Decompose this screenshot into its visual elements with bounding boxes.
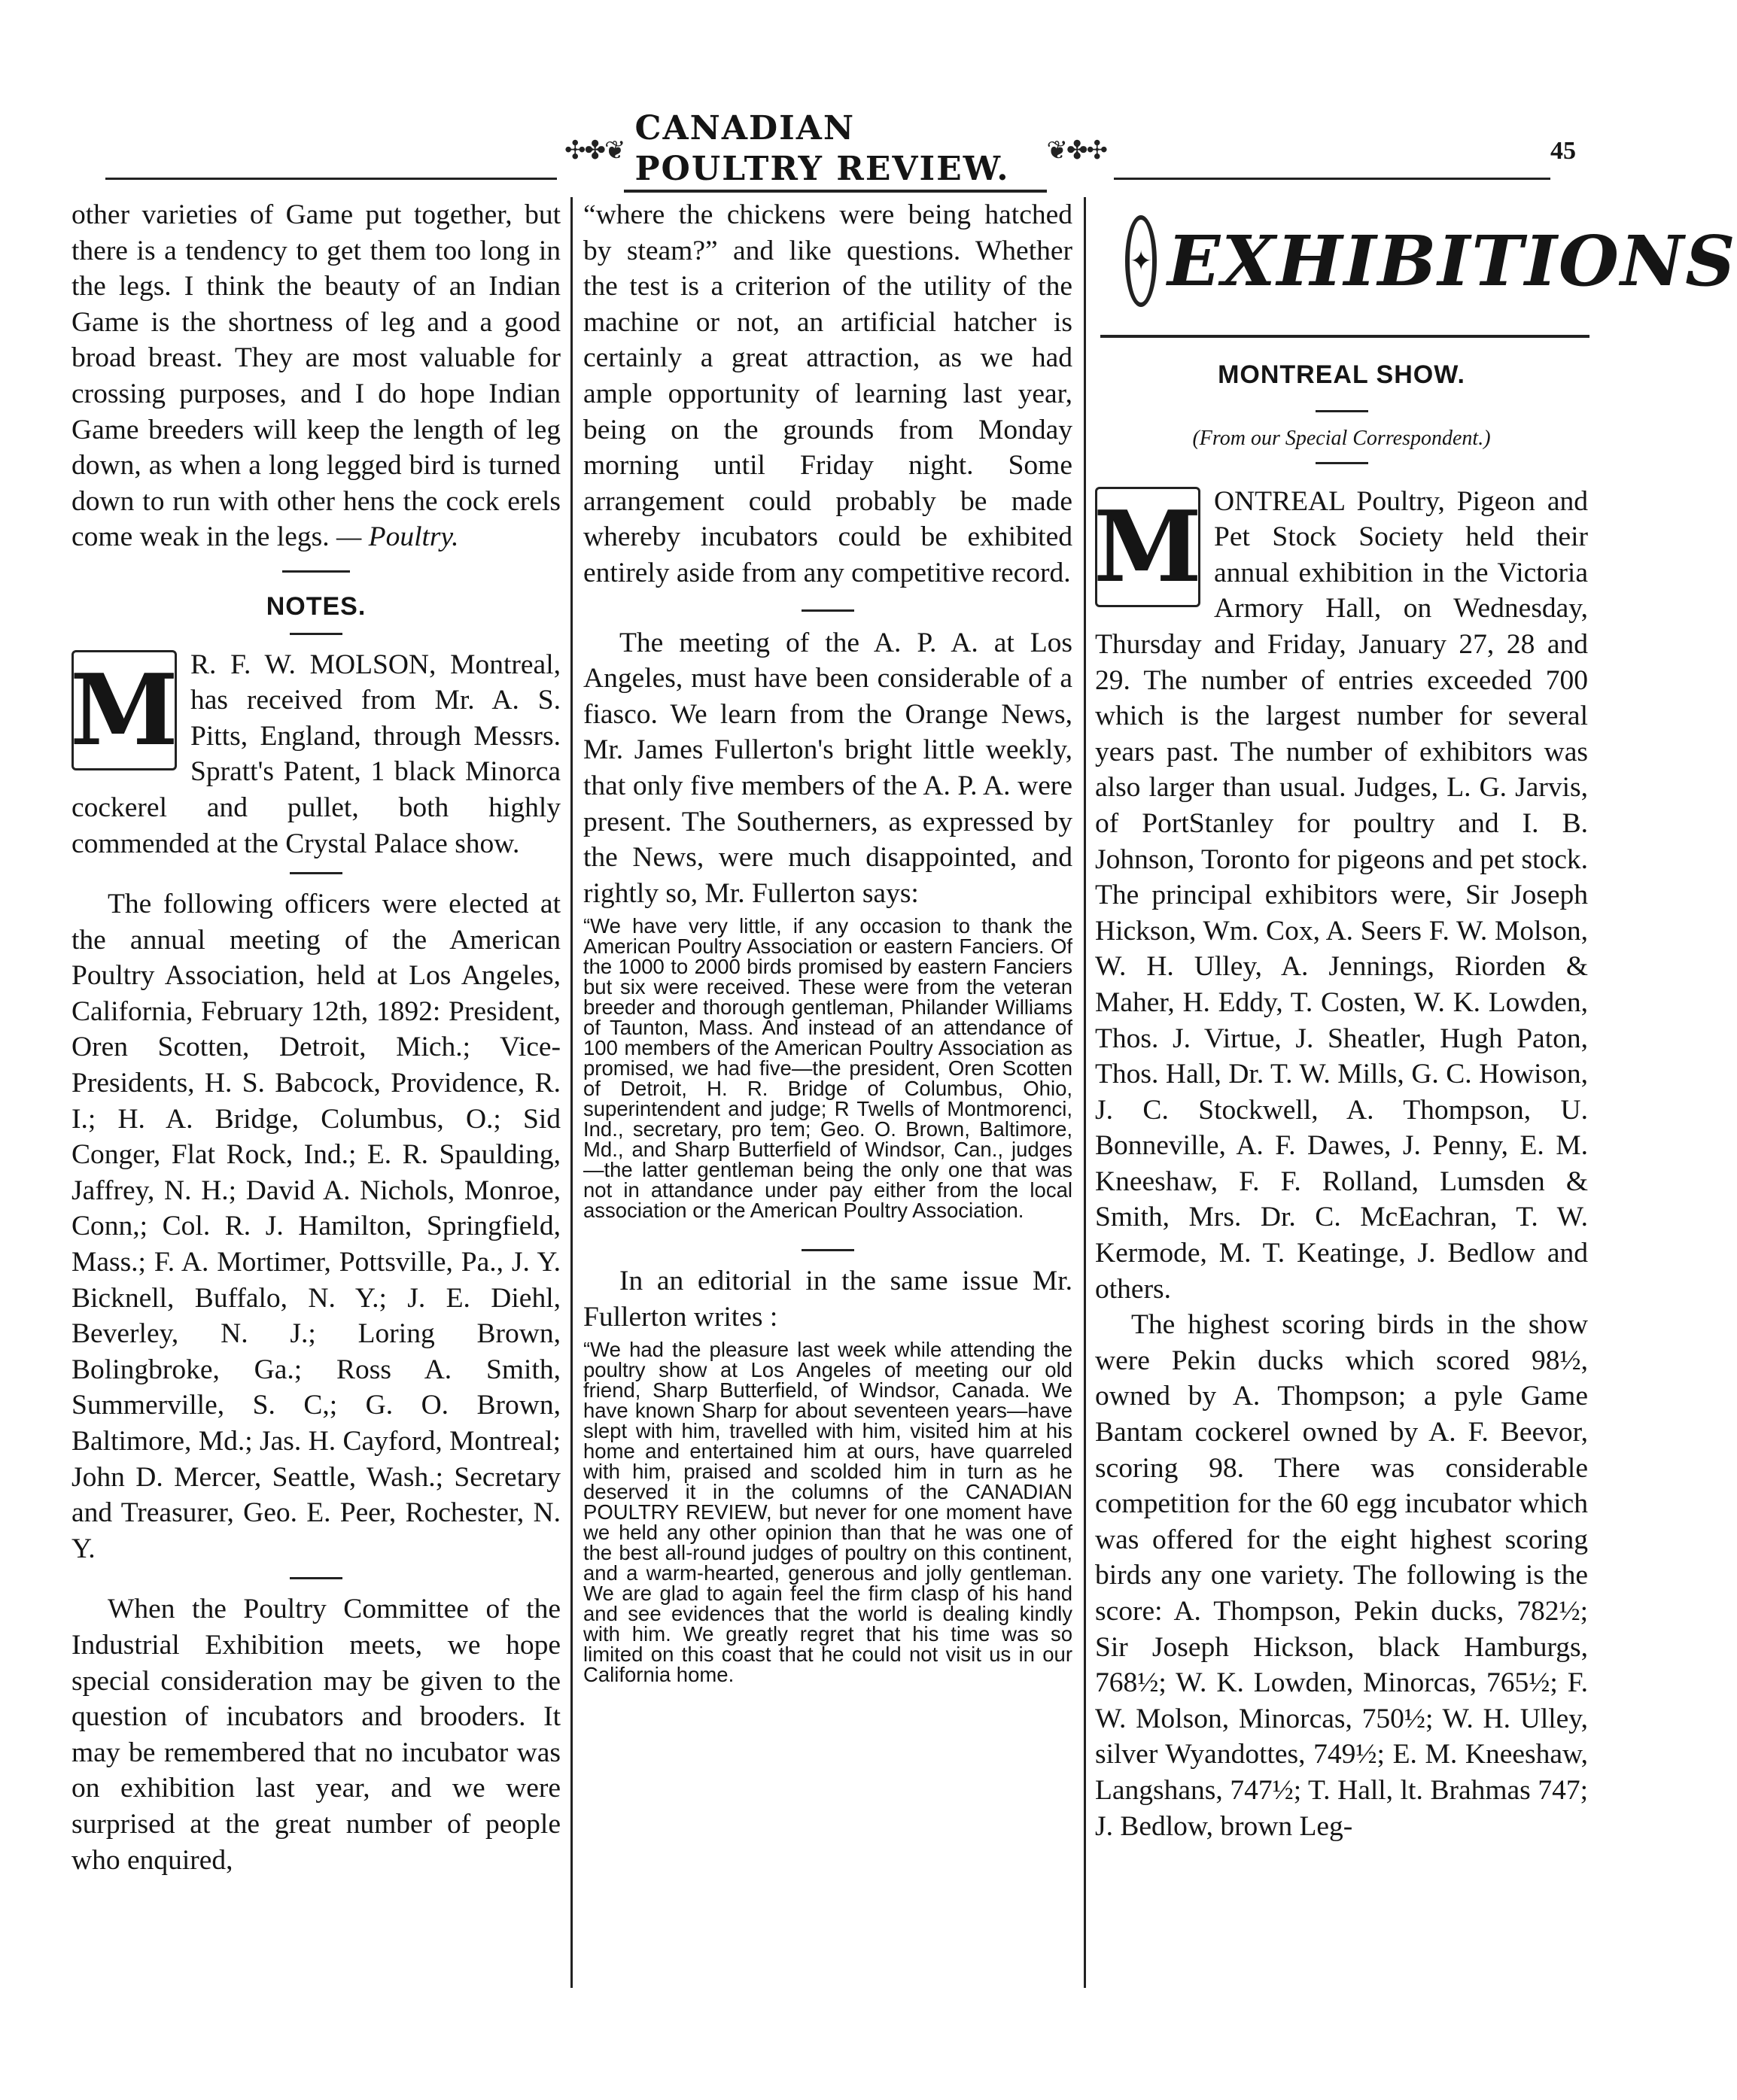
montreal-text: ONTREAL Poultry, Pigeon and Pet Stock Society held their annual exhibition in the Victoria Armory Hall, on Wednesday, Thursday and Friday, January 27, 28 and 29. The number of entries exceeded 700 which is the largest number for several years past. The number of exhibitors was also larger than usual. Judges, L. G. Jarvis, of PortStanley for poultry and I. B. Johnson, Toronto for pigeons and pet stock. The principal exhibitors were, Sir Joseph Hickson, Wm. Cox, A. Seers F. W. Molson, W. H. Ulley, A. Jennings, Riorden & Maher, H. Eddy, T. Costen, W. K. Lowden, Thos. J. Virtue, J. Sheatler, Hugh Paton, Thos. Hall, Dr. T. W. Mills, G. C. Howison, J. C. Stockwell, A. Thompson, U. Bonneville, A. F. Dawes, J. Penny, E. M. Kneeshaw, F. F. Rolland, Lumsden & Smith, Mrs. Dr. C. McEachran, T. W. Kermode, M. T. Keatinge, J. Bedlow and others. xyxy=(1095,485,1588,1305)
column-2 xyxy=(583,197,1072,1685)
publication-title: CANADIAN POULTRY REVIEW. xyxy=(624,108,1046,193)
left-ornament-icon: ✣✤❦ xyxy=(564,135,625,166)
scoring-paragraph: The highest scoring birds in the show were Pekin ducks which scored 98½, owned by A. Thompson; a pyle Game Bantam cockerel owned by A. F. Beevor, scoring 98. There was considerable competition for the 60 egg incubator which was offered for the eight highest scoring birds any one variety. The following is the score: A. Thompson, Pekin ducks, 782½; Sir Joseph Hickson, black Hamburgs, 768½; W. K. Lowden, Minorcas, 765½; F. W. Molson, Minorcas, 750½; W. H. Ulley, silver Wyandottes, 749½; E. M. Kneeshaw, Langshans, 747½; T. Hall, lt. Brahmas 747; J. Bedlow, brown Leg- xyxy=(1095,1309,1588,1842)
molson-text: R. F. W. MOLSON, Montreal, has received from Mr. A. S. Pitts, England, through Messrs. Spratt's Patent, 1 black Minorca cockerel and pullet, both highly commended at the Crystal Palace show. xyxy=(71,649,561,859)
masthead xyxy=(0,109,1651,188)
editorial-paragraph: In an editorial in the same issue Mr. Fullerton writes : xyxy=(583,1266,1072,1333)
officers-paragraph: The following officers were elected at the annual meeting of the American Poultry Association, held at Los Angeles, California, February 12th, 1892: President, Oren Scotten, Detroit, Mich.; Vice-Presidents, H. S. Babcock, Providence, R. I.; H. A. Bridge, Columbus, O.; Sid Conger, Flat Rock, Ind.; E. R. Spaulding, Jaffrey, N. H.; David A. Nichols, Monroe, Conn,; Col. R. J. Hamilton, Springfield, Mass.; F. A. Mortimer, Pottsville, Pa., J. Y. Bicknell, Buffalo, N. Y.; J. E. Diehl, Beverley, N. J.; Loring Brown, Bolingbroke, Ga.; Ross A. Smith, Summerville, S. C,; G. O. Brown, Baltimore, Md.; Jas. H. Cayford, Montreal; John D. Mercer, Seattle, Wash.; Secretary and Treasurer, Geo. E. Peer, Rochester, N. Y. xyxy=(71,889,561,1564)
montreal-heading: MONTREAL SHOW. xyxy=(1218,360,1465,389)
molson-dropcap: M xyxy=(71,650,177,770)
notes-heading: NOTES. xyxy=(266,591,367,621)
page-number: 45 xyxy=(1550,137,1576,165)
exhibitions-title: EXHIBITIONS xyxy=(1167,220,1737,302)
molson-paragraph xyxy=(71,647,561,862)
montreal-paragraph xyxy=(1095,484,1588,1308)
column-divider-2 xyxy=(1084,197,1086,1988)
committee-paragraph: When the Poultry Committee of the Industrial Exhibition meets, we hope special consideration may be given to the question of incubators and brooders. It may be remembered that no incubator was on exhibition last year, and we were surprised at the great number of people who enquired, xyxy=(71,1594,561,1876)
exhibitions-rule xyxy=(1100,335,1589,338)
header-rule-left xyxy=(105,178,557,180)
header-rule-right xyxy=(1114,178,1550,180)
column-divider-1 xyxy=(570,197,573,1988)
column-1 xyxy=(71,197,561,1878)
game-paragraph xyxy=(71,197,561,555)
seal-icon: ✦ xyxy=(1125,215,1157,307)
exhibitions-banner xyxy=(1110,197,1737,325)
chickens-paragraph: “where the chickens were being hatched by steam?” and like questions. Whether the test is a criterion of the utility of the machine or not, an artificial hatcher is certainly a great attraction, as we had ample opportunity of learning last year, being on the grounds from Monday morning until Friday night. Some arrangement could probably be made whereby incubators could be exhibited entirely aside from any competitive record. xyxy=(583,199,1072,588)
montreal-dropcap: M xyxy=(1095,487,1200,607)
right-ornament-icon: ❦✤✣ xyxy=(1046,135,1106,166)
game-source: — Poultry. xyxy=(336,521,459,553)
fullerton-quote-2: “We had the pleasure last week while attending the poultry show at Los Angeles of meeting our old friend, Sharp Butterfield, of Windsor, Canada. We have known Sharp for about seventeen years—have slept with him, travelled with him, visited him at his home and entertained him at ours, have quarreled with him, praised and scolded him in turn as he deserved it in the columns of the CANADIAN POULTRY REVIEW, but never for one moment have we held any other opinion than that he was one of the best all-round judges of poultry on this continent, and a warm-hearted, generous and jolly gentleman. We are glad to again feel the firm clasp of his hand and see evidences that the world is dealing kindly with him. We greatly regret that his time was so limited on this coast that he could not visit us in our California home. xyxy=(583,1338,1072,1687)
masthead-banner xyxy=(564,109,1106,188)
column-3 xyxy=(1095,357,1588,1844)
apa-paragraph: The meeting of the A. P. A. at Los Angeles, must have been considerable of a fiasco. We learn from the Orange News, Mr. James Fullerton's bright little weekly, that only five members of the A. P. A. were present. The Southerners, as expressed by the News, were much disappointed, and rightly so, Mr. Fullerton says: xyxy=(583,627,1072,909)
game-text: other varieties of Game put together, but there is a tendency to get them too long in the legs. I think the beauty of an Indian Game is the shortness of leg and a good broad breast. They are most valuable for crossing purposes, and I do hope Indian Game breeders will keep the length of leg down, as when a long legged bird is turned down to run with other hens the cock erels come weak in the legs. xyxy=(71,199,561,553)
fullerton-quote-1: “We have very little, if any occasion to thank the American Poultry Association or eastern Fanciers. Of the 1000 to 2000 birds promised by eastern Fanciers but six were received. These were from the veteran breeder and thorough gentleman, Philander Williams of Taunton, Mass. And instead of an attendance of 100 members of the American Poultry Association as promised, we had five—the president, Oren Scotten of Detroit, H. R. Bridge of Columbus, Ohio, superintendent and judge; R Twells of Montmorenci, Ind., secretary, pro tem; Geo. O. Brown, Baltimore, Md., and Sharp Butterfield of Windsor, Can., judges—the latter gentleman being the only one that was not in attandance under pay either from the local association or the American Poultry Association. xyxy=(583,914,1072,1223)
correspondent-note: (From our Special Correspondent.) xyxy=(1192,426,1491,450)
